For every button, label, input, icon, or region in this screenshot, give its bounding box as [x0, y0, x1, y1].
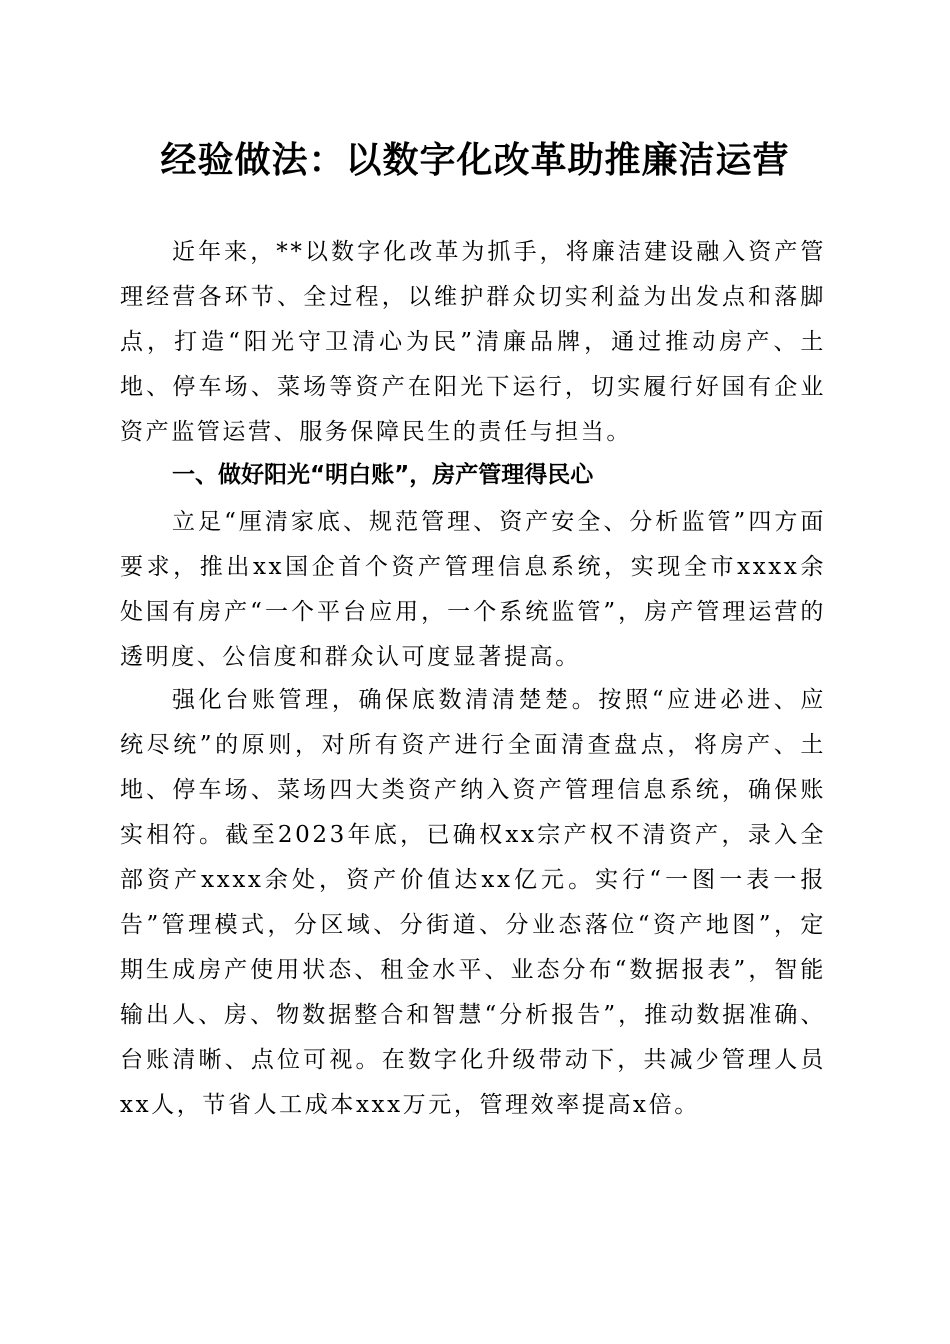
- section1-paragraph-1: 立足“厘清家底、规范管理、资产安全、分析监管”四方面要求，推出xx国企首个资产管理信息系统，实现全市xxxx余处国有房产“一个平台应用，一个系统监管”，房产管理运营的透明度、公信度和群众认可度显著提高。: [120, 509, 826, 670]
- section1-paragraph-2: 强化台账管理，确保底数清清楚楚。按照“应进必进、应统尽统”的原则，对所有资产进行全面清查盘点，将房产、土地、停车场、菜场四大类资产纳入资产管理信息系统，确保账实相符。截至2023年底，已确权xx宗产权不清资产，录入全部资产xxxx余处，资产价值达xx亿元。实行“一图一表一报告”管理模式，分区域、分街道、分业态落位“资产地图”，定期生成房产使用状态、租金水平、业态分布“数据报表”，智能输出人、房、物数据整合和智慧“分析报告”，推动数据准确、台账清晰、点位可视。在数字化升级带动下，共减少管理人员xx人，节省人工成本xxx万元，管理效率提高x倍。: [120, 687, 826, 1118]
- document-title: 经验做法：以数字化改革助推廉洁运营: [160, 139, 790, 181]
- section-heading-1: 一、做好阳光“明白账”，房产管理得民心: [172, 462, 594, 488]
- intro-paragraph: 近年来，**以数字化改革为抓手，将廉洁建设融入资产管理经营各环节、全过程，以维护群众切实利益为出发点和落脚点，打造“阳光守卫清心为民”清廉品牌，通过推动房产、土地、停车场、菜场等资产在阳光下运行，切实履行好国有企业资产监管运营、服务保障民生的责任与担当。: [120, 239, 826, 445]
